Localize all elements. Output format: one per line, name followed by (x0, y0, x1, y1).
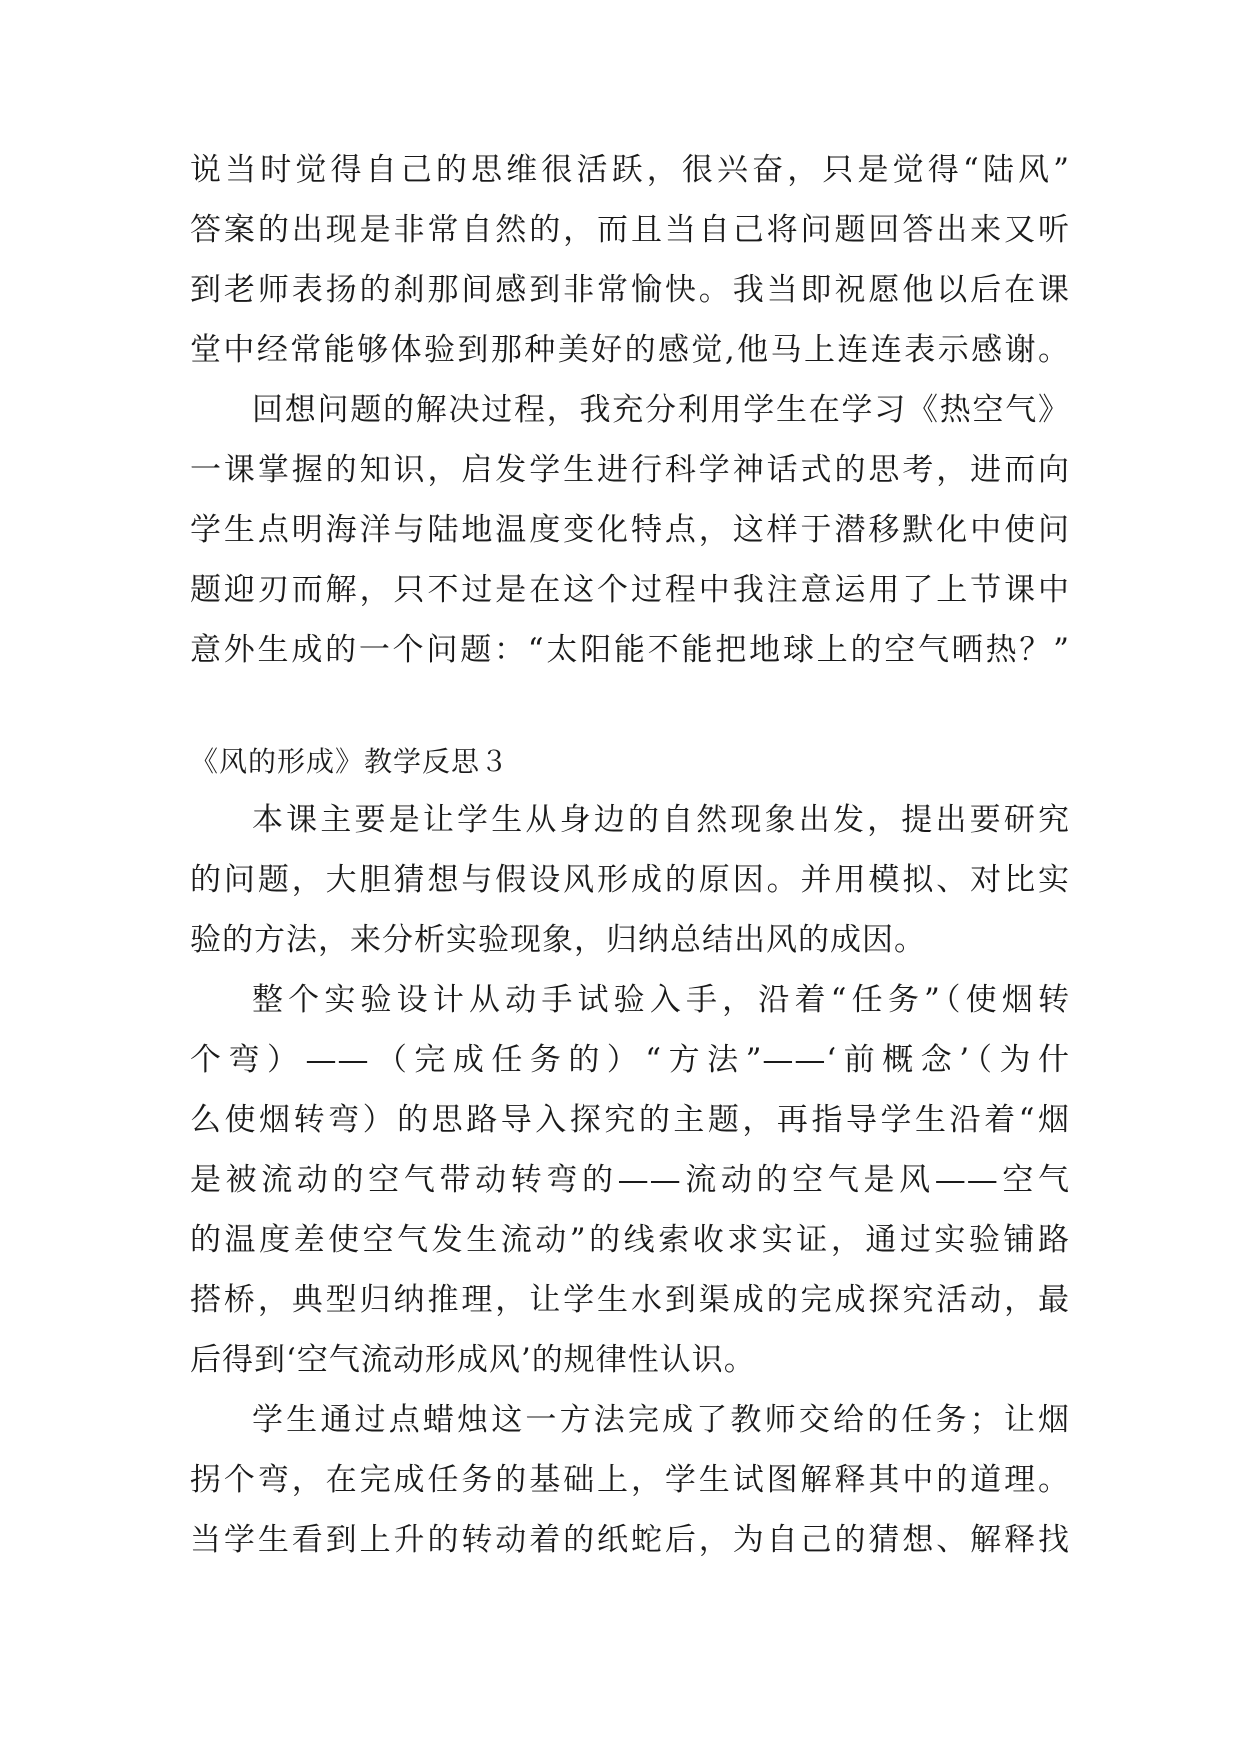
paragraph-line: 说当时觉得自己的思维很活跃，很兴奋，只是觉得“陆风” (190, 152, 1070, 188)
paragraph-line: 整个实验设计从动手试验入手，沿着“任务”（使烟转 (252, 982, 1070, 1018)
paragraph-line: 验的方法，来分析实验现象，归纳总结出风的成因。 (190, 922, 926, 958)
paragraph-line: 是被流动的空气带动转弯的——流动的空气是风——空气 (190, 1162, 1070, 1198)
paragraph-line: 后得到‘空气流动形成风’的规律性认识。 (190, 1342, 756, 1378)
paragraph-line: 学生点明海洋与陆地温度变化特点，这样于潜移默化中使问 (190, 512, 1070, 548)
paragraph-line: 个弯）——（完成任务的）“方法”——‘前概念’（为什 (190, 1042, 1070, 1078)
paragraph-line: 学生通过点蜡烛这一方法完成了教师交给的任务；让烟 (252, 1402, 1070, 1438)
paragraph-line: 当学生看到上升的转动着的纸蛇后，为自己的猜想、解释找 (190, 1522, 1070, 1558)
paragraph-line: 到老师表扬的刹那间感到非常愉快。我当即祝愿他以后在课 (190, 272, 1070, 308)
paragraph-line: 的问题，大胆猜想与假设风形成的原因。并用模拟、对比实 (190, 862, 1070, 898)
paragraph-line: 回想问题的解决过程，我充分利用学生在学习《热空气》 (252, 392, 1070, 428)
paragraph-line: 题迎刃而解，只不过是在这个过程中我注意运用了上节课中 (190, 572, 1070, 608)
paragraph-line: 意外生成的一个问题：“太阳能不能把地球上的空气晒热？” (190, 632, 1070, 668)
paragraph-line: 么使烟转弯）的思路导入探究的主题，再指导学生沿着“烟 (190, 1102, 1070, 1138)
paragraph-line: 的温度差使空气发生流动”的线索收求实证，通过实验铺路 (190, 1222, 1070, 1258)
paragraph-line: 拐个弯，在完成任务的基础上，学生试图解释其中的道理。 (190, 1462, 1070, 1498)
section-heading: 《风的形成》教学反思３ (190, 745, 510, 778)
paragraph-line: 本课主要是让学生从身边的自然现象出发，提出要研究 (252, 802, 1070, 838)
paragraph-line: 堂中经常能够体验到那种美好的感觉,他马上连连表示感谢。 (190, 332, 1070, 368)
paragraph-line: 一课掌握的知识，启发学生进行科学神话式的思考，进而向 (190, 452, 1070, 488)
paragraph-line: 答案的出现是非常自然的，而且当自己将问题回答出来又听 (190, 212, 1070, 248)
paragraph-line: 搭桥，典型归纳推理，让学生水到渠成的完成探究活动，最 (190, 1282, 1070, 1318)
